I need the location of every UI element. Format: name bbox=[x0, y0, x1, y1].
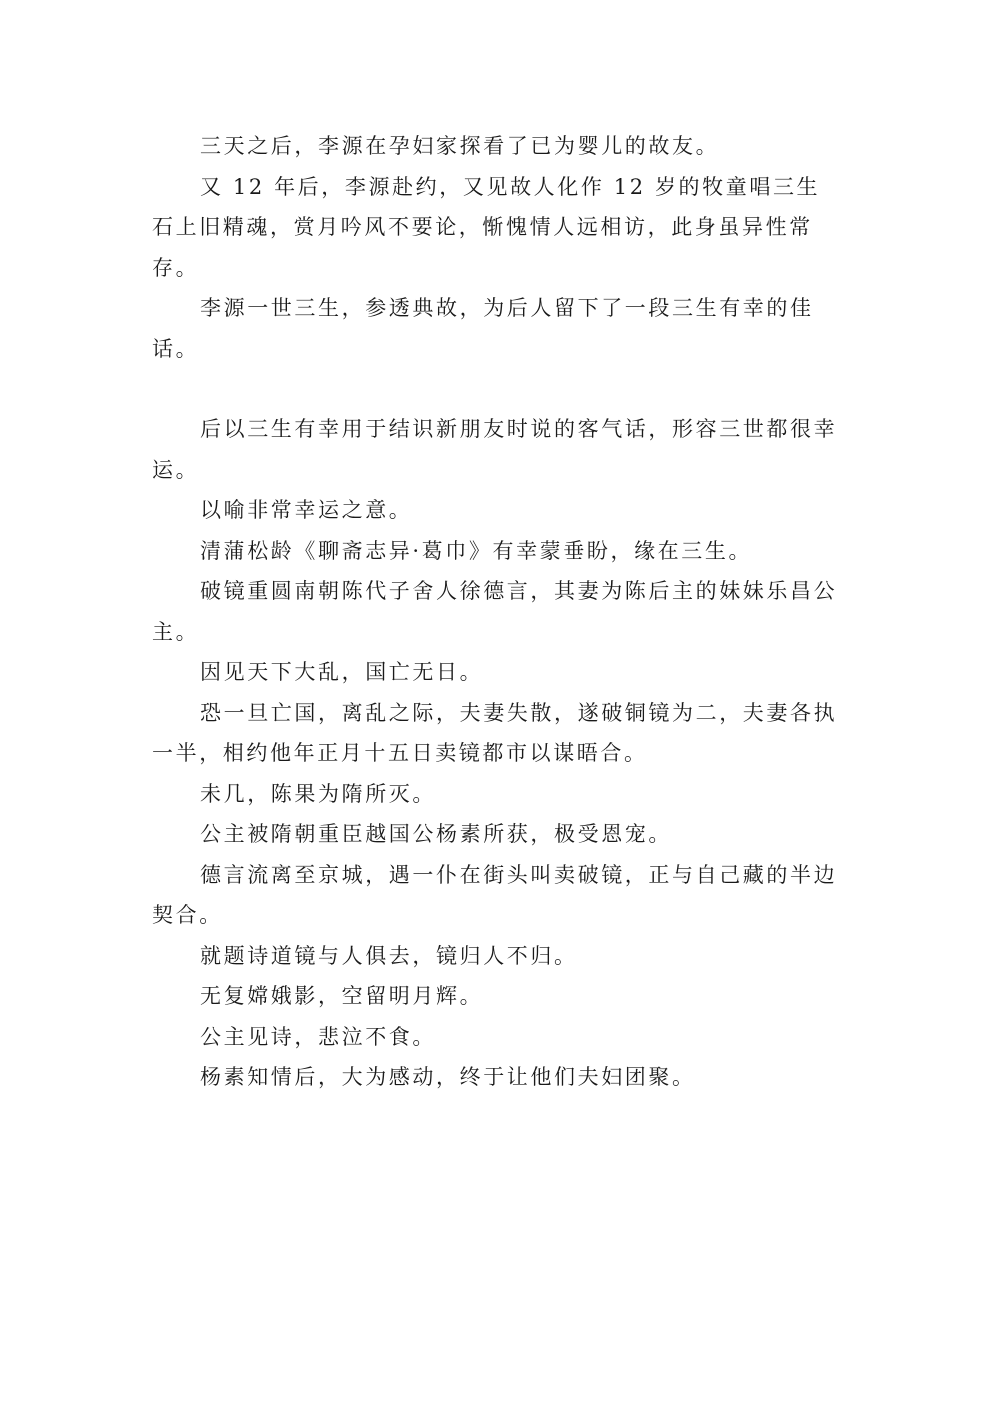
paragraph-3: 李源一世三生，参透典故，为后人留下了一段三生有幸的佳话。 bbox=[152, 296, 814, 361]
paragraph-2: 又 12 年后，李源赴约，又见故人化作 12 岁的牧童唱三生石上旧精魂，赏月吟风不要论，惭愧情人远相访，此身虽异性常存。 bbox=[152, 174, 821, 280]
paragraph-10: 未几，陈果为隋所灭。 bbox=[200, 781, 436, 806]
paragraph-12: 德言流离至京城，遇一仆在街头叫卖破镜，正与自己藏的半边契合。 bbox=[152, 862, 838, 927]
paragraph-4: 后以三生有幸用于结识新朋友时说的客气话，形容三世都很幸运。 bbox=[152, 417, 838, 482]
paragraph-13: 就题诗道镜与人俱去，镜归人不归。 bbox=[200, 943, 578, 968]
paragraph-16: 杨素知情后，大为感动，终于让他们夫妇团聚。 bbox=[200, 1065, 696, 1089]
section-gap bbox=[152, 369, 842, 409]
paragraph-7: 破镜重圆南朝陈代子舍人徐德言，其妻为陈后主的妹妹乐昌公主。 bbox=[152, 579, 838, 644]
paragraph-14: 无复嫦娥影，空留明月辉。 bbox=[200, 984, 484, 1008]
document-body bbox=[152, 126, 842, 1098]
paragraph-6: 清蒲松龄《聊斋志异·葛巾》有幸蒙垂盼，缘在三生。 bbox=[200, 538, 753, 563]
paragraph-8: 因见天下大乱，国亡无日。 bbox=[200, 660, 484, 684]
paragraph-5: 以喻非常幸运之意。 bbox=[200, 498, 413, 522]
paragraph-15: 公主见诗，悲泣不食。 bbox=[200, 1024, 436, 1049]
paragraph-9: 恐一旦亡国，离乱之际，夫妻失散，遂破铜镜为二，夫妻各执一半，相约他年正月十五日卖镜都市以谋晤合。 bbox=[152, 700, 838, 765]
paragraph-11: 公主被隋朝重臣越国公杨素所获，极受恩宠。 bbox=[200, 822, 672, 846]
paragraph-1: 三天之后，李源在孕妇家探看了已为婴儿的故友。 bbox=[200, 134, 720, 158]
